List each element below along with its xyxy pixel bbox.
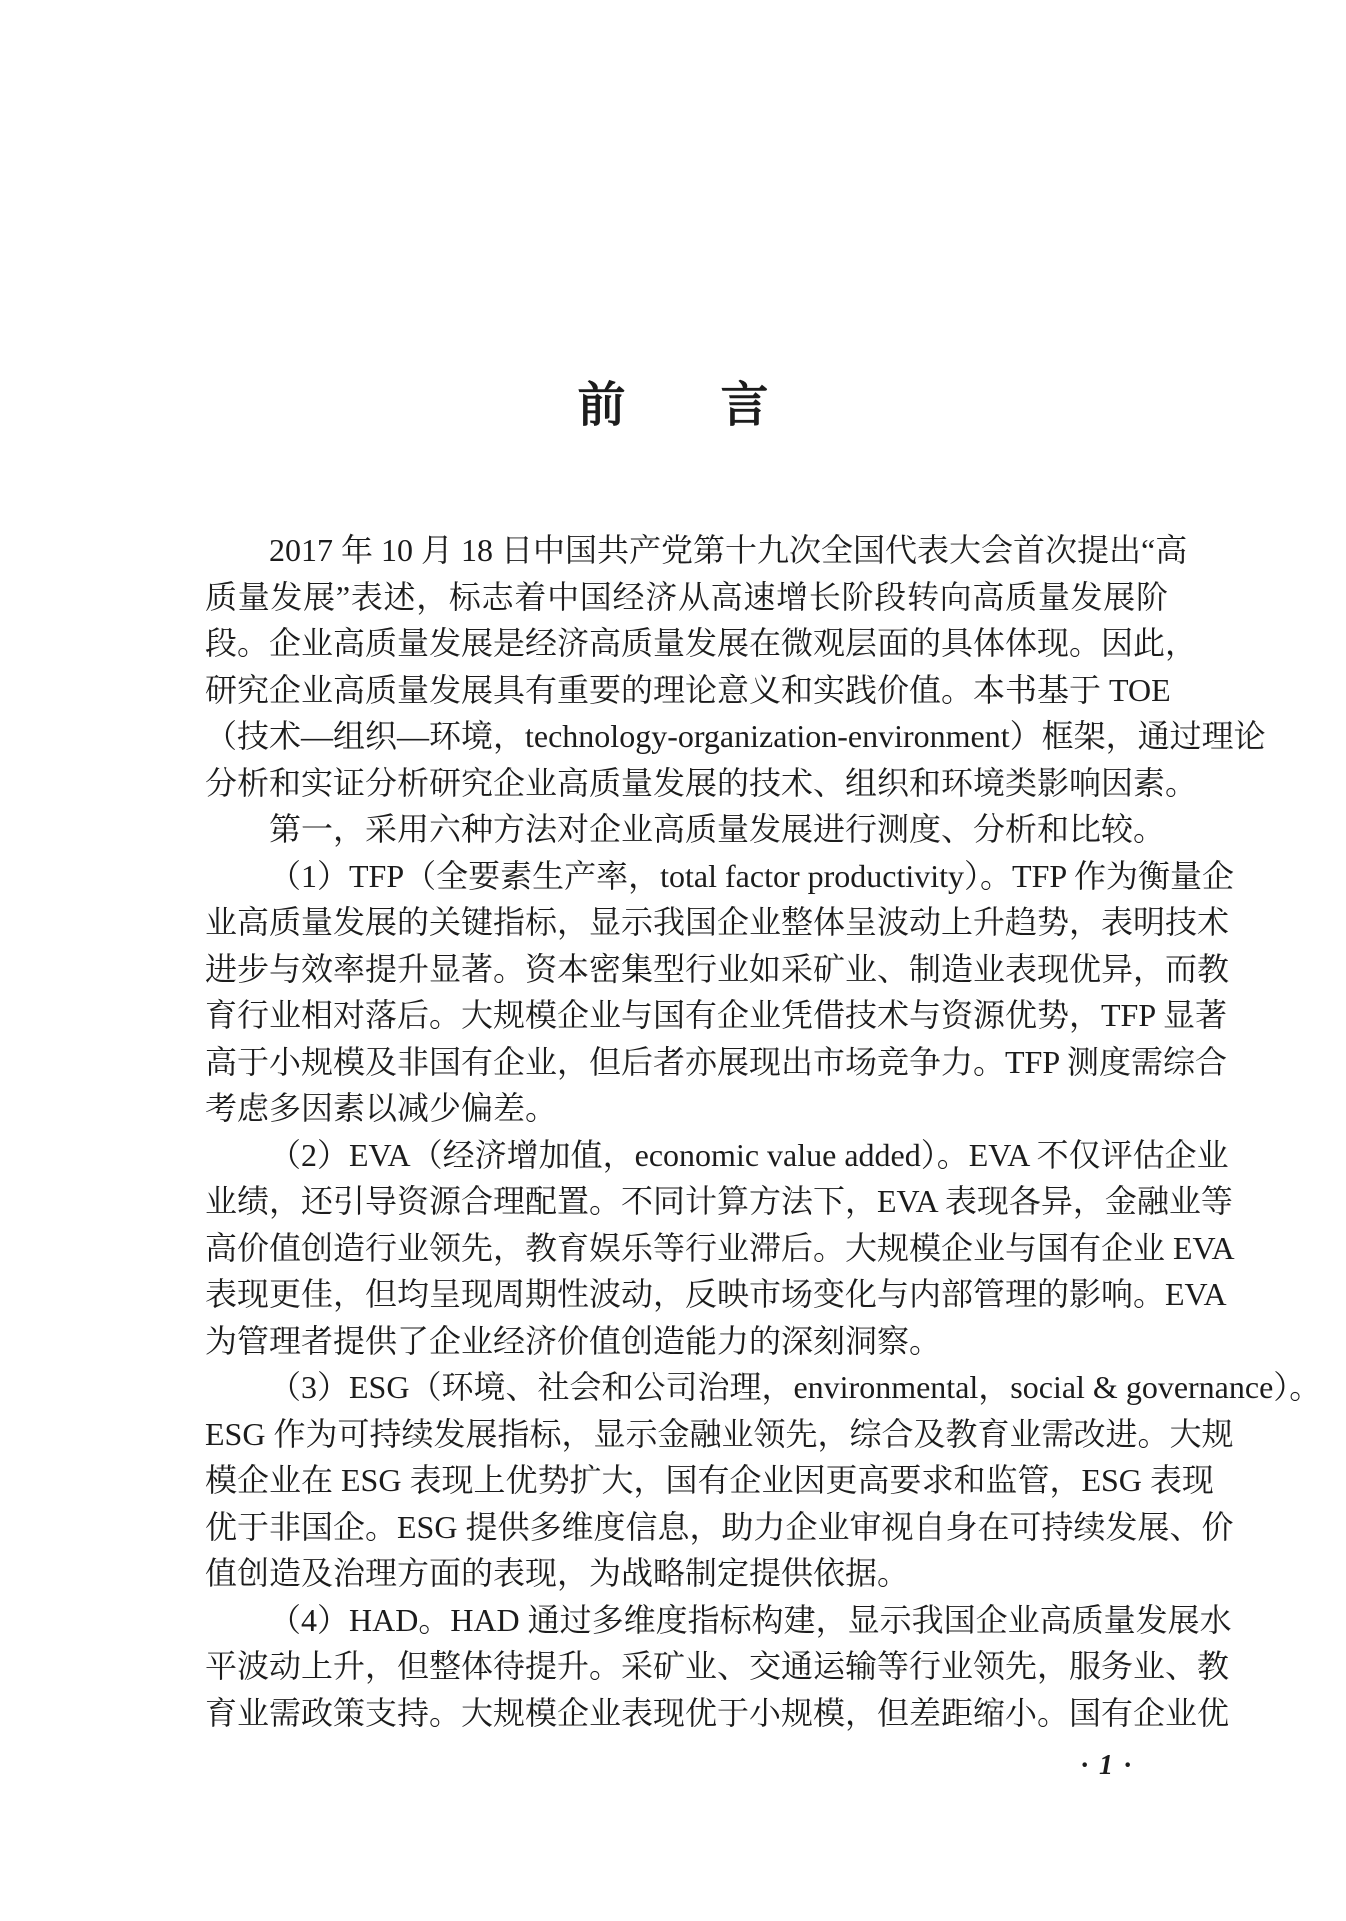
body-line: 段。企业高质量发展是经济高质量发展在微观层面的具体体现。因此，: [205, 625, 1198, 661]
body-line: 平波动上升，但整体待提升。采矿业、交通运输等行业领先，服务业、教: [205, 1648, 1230, 1684]
body-line: 值创造及治理方面的表现，为战略制定提供依据。: [205, 1555, 910, 1591]
body-line: 业绩，还引导资源合理配置。不同计算方法下，EVA 表现各异，金融业等: [205, 1183, 1233, 1219]
body-line: 模企业在 ESG 表现上优势扩大，国有企业因更高要求和监管，ESG 表现: [205, 1462, 1214, 1498]
page-title: [0, 378, 1346, 433]
body-line: （3）ESG（环境、社会和公司治理，environmental，social & governance）。: [269, 1369, 1322, 1405]
body-line: （2）EVA（经济增加值，economic value added）。EVA 不仅评估企业: [269, 1136, 1229, 1173]
body-line: （4）HAD。HAD 通过多维度指标构建，显示我国企业高质量发展水: [269, 1601, 1232, 1638]
body-line: （技术—组织—环境，technology-organization-environment）框架，通过理论: [205, 718, 1266, 754]
body-line: 进步与效率提升显著。资本密集型行业如采矿业、制造业表现优异，而教: [205, 950, 1230, 987]
body-line: 考虑多因素以减少偏差。: [205, 1090, 558, 1126]
body-line: 为管理者提供了企业经济价值创造能力的深刻洞察。: [205, 1322, 942, 1359]
body-line: 质量发展”表述，标志着中国经济从高速增长阶段转向高质量发展阶: [205, 578, 1168, 615]
body-line: 育行业相对落后。大规模企业与国有企业凭借技术与资源优势，TFP 显著: [205, 997, 1227, 1033]
body-line: 2017 年 10 月 18 日中国共产党第十九次全国代表大会首次提出“高: [269, 532, 1188, 568]
page-number: · 1 ·: [1081, 1750, 1133, 1781]
body-line: 表现更佳，但均呈现周期性波动，反映市场变化与内部管理的影响。EVA: [205, 1276, 1227, 1312]
page-title-char-1: 前: [577, 379, 626, 432]
body-line: 业高质量发展的关键指标，显示我国企业整体呈波动上升趋势，表明技术: [205, 904, 1230, 940]
body-line: （1）TFP（全要素生产率，total factor productivity）。TFP 作为衡量企: [269, 857, 1235, 894]
body-line: 高价值创造行业领先，教育娱乐等行业滞后。大规模企业与国有企业 EVA: [205, 1229, 1235, 1266]
body-line: 高于小规模及非国有企业，但后者亦展现出市场竞争力。TFP 测度需综合: [205, 1043, 1227, 1080]
body-line: 优于非国企。ESG 提供多维度信息，助力企业审视自身在可持续发展、价: [205, 1508, 1234, 1545]
body-text: [205, 527, 1322, 1736]
body-line: ESG 作为可持续发展指标，显示金融业领先，综合及教育业需改进。大规: [205, 1415, 1234, 1452]
body-line: 育业需政策支持。大规模企业表现优于小规模，但差距缩小。国有企业优: [205, 1694, 1230, 1731]
body-line: 研究企业高质量发展具有重要的理论意义和实践价值。本书基于 TOE: [205, 671, 1171, 708]
page-title-char-2: 言: [720, 379, 769, 432]
body-line: 分析和实证分析研究企业高质量发展的技术、组织和环境类影响因素。: [205, 764, 1198, 801]
body-line: 第一，采用六种方法对企业高质量发展进行测度、分析和比较。: [269, 811, 1166, 847]
